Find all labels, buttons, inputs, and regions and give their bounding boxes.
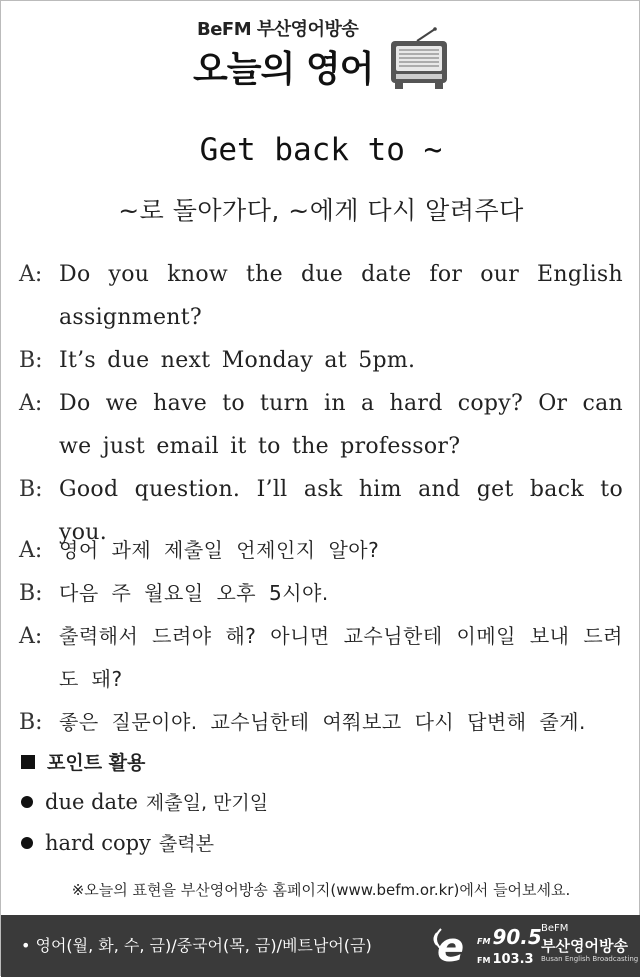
dialogue-line [19,339,623,382]
logo-station-name: 부산영어방송 [541,937,628,955]
dialogue-text: 영어 과제 제출일 언제인지 알아? [59,538,380,562]
radio-icon [387,27,451,93]
dialogue-text: Do we have to turn in a hard copy? Or can we just email it to the professor? [59,391,623,459]
dialogue-text: Do you know the due date for our English assignment? [59,262,623,330]
point-korean: 출력본 [158,833,214,855]
broadcast-schedule: • 영어(월, 화, 수, 금)/중국어(목, 금)/베트남어(금) [21,936,372,955]
speaker-label: A: [19,391,43,416]
speaker-label: A: [19,262,43,287]
dialogue-line [19,382,623,468]
expression-meaning: ~로 돌아가다, ~에게 다시 알려주다 [118,196,524,225]
bullet-icon [21,837,33,849]
frequency-1: 90.5 [492,925,542,949]
speaker-label: A: [19,538,43,563]
befm-logo [429,919,639,975]
brand-subtitle: BeFM 부산영어방송 [197,19,359,40]
dialogue-line [19,615,623,701]
fm-label: FM [477,937,491,946]
dialogue-line [19,253,623,339]
logo-letter: e [437,925,465,971]
dialogue-text: Good question. I’ll ask him and get back to you. [59,477,623,545]
english-dialogue [19,253,623,554]
dialogue-text: 출력해서 드려야 해? 아니면 교수님한테 이메일 보내 드려도 돼? [59,624,623,691]
fm-label: FM [477,956,491,965]
point-korean: 제출일, 만기일 [145,792,269,814]
point-english: hard copy [45,830,151,855]
frequency-2: 103.3 [492,952,534,967]
logo-frequencies [477,927,542,969]
point-item [21,829,214,856]
dialogue-line [19,572,623,615]
brand-title: 오늘의 영어 [193,49,374,90]
dialogue-line [19,701,623,744]
point-item [21,788,268,815]
dialogue-text: 다음 주 월요일 오후 5시야. [59,581,329,605]
dialogue-line [19,529,623,572]
speaker-label: B: [19,710,43,735]
speaker-label: A: [19,624,43,649]
speaker-label: B: [19,477,43,502]
speaker-label: B: [19,348,43,373]
dialogue-text: It’s due next Monday at 5pm. [59,348,416,373]
points-heading-text: 포인트 활용 [47,752,146,774]
expression-title: Get back to ~ [199,132,443,168]
speaker-label: B: [19,581,43,606]
square-bullet-icon [21,755,35,769]
logo-befm: BeFM [541,923,569,934]
points-heading [21,748,145,775]
footer [1,915,640,977]
listen-note: ※오늘의 표현을 부산영어방송 홈페이지(www.befm.or.kr)에서 들어보세요. [71,881,571,899]
point-english: due date [45,789,138,814]
logo-english-name: Busan English Broadcasting [541,955,639,963]
header [191,15,451,97]
bullet-icon [21,796,33,808]
korean-dialogue [19,529,623,744]
dialogue-text: 좋은 질문이야. 교수님한테 여쭤보고 다시 답변해 줄게. [59,710,586,734]
